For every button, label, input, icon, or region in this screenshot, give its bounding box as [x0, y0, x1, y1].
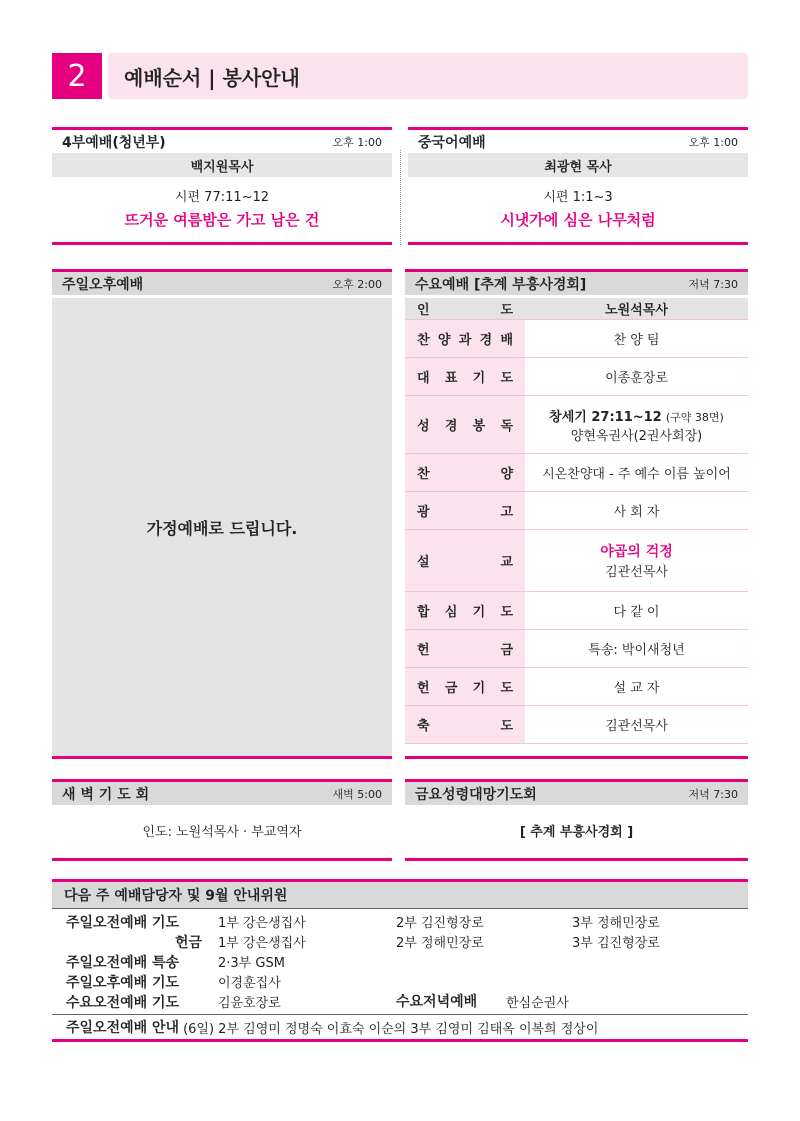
next-offering-label: 헌금	[174, 935, 202, 951]
page-title: 예배순서 | 봉사안내	[108, 53, 748, 99]
service4-verse: 시편 77:11~12	[174, 190, 270, 205]
wednesday-row-value-main: 노원석목사	[605, 303, 668, 318]
wednesday-row-value-main: 이종훈장로	[605, 371, 668, 386]
next-row-pm	[52, 971, 748, 991]
wednesday-box	[405, 269, 748, 759]
key-char: 심	[444, 605, 458, 620]
next-row-offering	[52, 931, 748, 951]
next-usher-label: 주일오전예배 안내	[66, 1020, 180, 1036]
next-prayer-label: 주일오전예배 기도	[66, 915, 180, 931]
key-char: 도	[500, 303, 513, 318]
key-char: 도	[500, 681, 513, 696]
dawn-box	[52, 779, 392, 861]
wednesday-row-key	[405, 454, 525, 491]
wednesday-row-value	[525, 668, 748, 705]
friday-time: 저녁 7:30	[688, 787, 738, 801]
wednesday-row-value-main: 설 교 자	[613, 681, 660, 696]
wednesday-row-value	[525, 530, 748, 591]
next-week-section	[52, 879, 748, 1042]
chinese-box	[408, 127, 748, 245]
next-usher-value: (6일) 2부 김영미 정명숙 이효숙 이순의 3부 김영미 김태옥 이복희 정상이	[183, 1021, 599, 1037]
key-char: 교	[500, 555, 513, 570]
divider	[405, 858, 748, 861]
wednesday-row	[405, 320, 748, 358]
wednesday-row	[405, 454, 748, 492]
key-char: 봉	[472, 419, 486, 434]
key-char: 도	[500, 371, 513, 386]
chinese-header	[408, 127, 748, 153]
wednesday-row-key	[405, 358, 525, 395]
wednesday-row-key	[405, 530, 525, 591]
key-char: 설	[417, 555, 430, 570]
wednesday-time: 저녁 7:30	[688, 277, 738, 291]
next-special-label: 주일오전예배 특송	[66, 955, 180, 971]
wednesday-row-key	[405, 592, 525, 629]
chinese-verse: 시편 1:1~3	[543, 190, 613, 205]
next-usher-row	[52, 1014, 748, 1042]
sunday-pm-time: 오후 2:00	[332, 277, 382, 291]
wednesday-row-key	[405, 668, 525, 705]
key-char: 독	[500, 419, 513, 434]
key-char: 헌	[417, 681, 430, 696]
chinese-leader: 최광현 목사	[408, 153, 748, 177]
next-prayer-2: 2부 김진형장로	[396, 916, 484, 931]
next-offering-2: 2부 정해민장로	[396, 936, 484, 951]
wednesday-row-value-main: 찬 양 팀	[613, 333, 660, 348]
wednesday-row-value	[525, 706, 748, 743]
wednesday-row-value-main: 특송: 박이새청년	[588, 643, 685, 658]
service4-box	[52, 127, 392, 245]
wednesday-row	[405, 298, 748, 320]
wednesday-row-key	[405, 396, 525, 453]
key-char: 찬	[417, 467, 430, 482]
key-char: 표	[444, 371, 458, 386]
scripture-page: (구약 38면)	[665, 410, 724, 424]
wednesday-row-value-main: 사 회 자	[613, 505, 660, 520]
wednesday-row-value	[525, 630, 748, 667]
chinese-name: 중국어예배	[418, 134, 486, 151]
next-offering-3: 3부 김진형장로	[572, 936, 660, 951]
wednesday-name: 수요예배 [추계 부흥사경회]	[415, 276, 587, 293]
wednesday-row	[405, 630, 748, 668]
wednesday-row-key	[405, 706, 525, 743]
dawn-time: 새벽 5:00	[332, 787, 382, 801]
key-char: 인	[417, 303, 430, 318]
next-row-prayer	[52, 911, 748, 931]
key-char: 합	[417, 605, 430, 620]
key-char: 성	[417, 419, 430, 434]
key-char: 양	[437, 333, 451, 348]
key-char: 찬	[417, 333, 430, 348]
key-char: 도	[500, 719, 513, 734]
wednesday-row-key	[405, 492, 525, 529]
next-pm-value: 이경훈집사	[218, 976, 281, 991]
key-char: 금	[444, 681, 458, 696]
wednesday-row	[405, 530, 748, 592]
next-wed-value: 김윤호장로	[218, 996, 281, 1011]
wednesday-header	[405, 269, 748, 295]
service4-name: 4부예배(청년부)	[62, 134, 166, 151]
wednesday-row-value	[525, 492, 748, 529]
wednesday-row	[405, 358, 748, 396]
wednesday-row-value	[525, 298, 748, 319]
next-wed-label: 수요오전예배 기도	[66, 995, 180, 1011]
wednesday-order-table	[405, 298, 748, 744]
wednesday-row-value	[525, 454, 748, 491]
next-wed-eve-label: 수요저녁예배	[396, 994, 478, 1010]
next-row-wed	[52, 991, 748, 1011]
chinese-sermon: 시냇가에 심은 나무처럼	[500, 211, 656, 229]
next-prayer-1: 1부 강은생집사	[218, 916, 306, 931]
key-char: 양	[500, 467, 513, 482]
key-char: 축	[417, 719, 430, 734]
key-char: 기	[472, 605, 486, 620]
divider	[52, 858, 392, 861]
sunday-pm-name: 주일오후예배	[62, 276, 144, 293]
wednesday-row	[405, 492, 748, 530]
key-char: 고	[500, 505, 513, 520]
friday-header	[405, 779, 748, 805]
divider	[52, 242, 392, 245]
sunday-pm-box	[52, 269, 392, 759]
key-char: 헌	[417, 643, 430, 658]
service4-leader: 백지원목사	[52, 153, 392, 177]
dawn-name: 새 벽 기 도 회	[62, 786, 150, 803]
wednesday-row	[405, 706, 748, 744]
key-char: 대	[417, 371, 430, 386]
divider	[408, 242, 748, 245]
key-char: 도	[500, 605, 513, 620]
wednesday-row-value	[525, 320, 748, 357]
wednesday-row-key	[405, 630, 525, 667]
key-char: 기	[472, 371, 486, 386]
wednesday-row	[405, 592, 748, 630]
wednesday-row-value-main	[549, 406, 724, 425]
next-prayer-3: 3부 정해민장로	[572, 916, 660, 931]
section-number: 2	[52, 53, 102, 99]
key-char: 경	[479, 333, 493, 348]
wednesday-row-value-sub: 양현옥권사(2권사회장)	[570, 428, 703, 444]
divider	[52, 756, 392, 759]
wednesday-row-value-main: 야곱의 걱정	[600, 544, 673, 560]
key-char: 경	[444, 419, 458, 434]
wednesday-row-key	[405, 320, 525, 357]
wednesday-row-key	[405, 298, 525, 319]
service4-time: 오후 1:00	[332, 135, 382, 149]
next-wed-eve-value: 한심순권사	[506, 996, 569, 1011]
key-char: 과	[458, 333, 472, 348]
key-char: 기	[472, 681, 486, 696]
sunday-pm-header	[52, 269, 392, 295]
wednesday-row-value-main: 다 같 이	[613, 605, 660, 620]
wednesday-row-value	[525, 592, 748, 629]
dawn-text: 인도: 노원석목사 · 부교역자	[142, 825, 302, 840]
service4-header	[52, 127, 392, 153]
chinese-time: 오후 1:00	[688, 135, 738, 149]
friday-text: [ 추계 부흥사경회 ]	[519, 825, 634, 840]
wednesday-row-value-sub: 김관선목사	[605, 565, 668, 580]
dawn-header	[52, 779, 392, 805]
key-char: 배	[500, 333, 513, 348]
divider	[405, 756, 748, 759]
friday-box	[405, 779, 748, 861]
key-char: 금	[500, 643, 513, 658]
next-week-title: 다음 주 예배담당자 및 9월 안내위원	[52, 879, 748, 909]
key-char: 광	[417, 505, 430, 520]
next-special-value: 2·3부 GSM	[218, 956, 285, 971]
wednesday-row-value	[525, 396, 748, 453]
wednesday-row-value	[525, 358, 748, 395]
wednesday-row	[405, 668, 748, 706]
service4-sermon: 뜨거운 여름밤은 가고 남은 건	[124, 211, 320, 229]
wednesday-row	[405, 396, 748, 454]
next-row-special	[52, 951, 748, 971]
wednesday-row-value-main: 김관선목사	[605, 719, 668, 734]
friday-name: 금요성령대망기도회	[415, 786, 537, 803]
sunday-pm-message: 가정예배로 드립니다.	[52, 298, 392, 756]
next-pm-label: 주일오후예배 기도	[66, 975, 180, 991]
scripture-ref: 창세기 27:11~12	[549, 409, 662, 425]
next-offering-1: 1부 강은생집사	[218, 936, 306, 951]
divider	[400, 150, 401, 245]
wednesday-row-value-main: 시온찬양대 - 주 예수 이름 높이어	[542, 467, 731, 482]
